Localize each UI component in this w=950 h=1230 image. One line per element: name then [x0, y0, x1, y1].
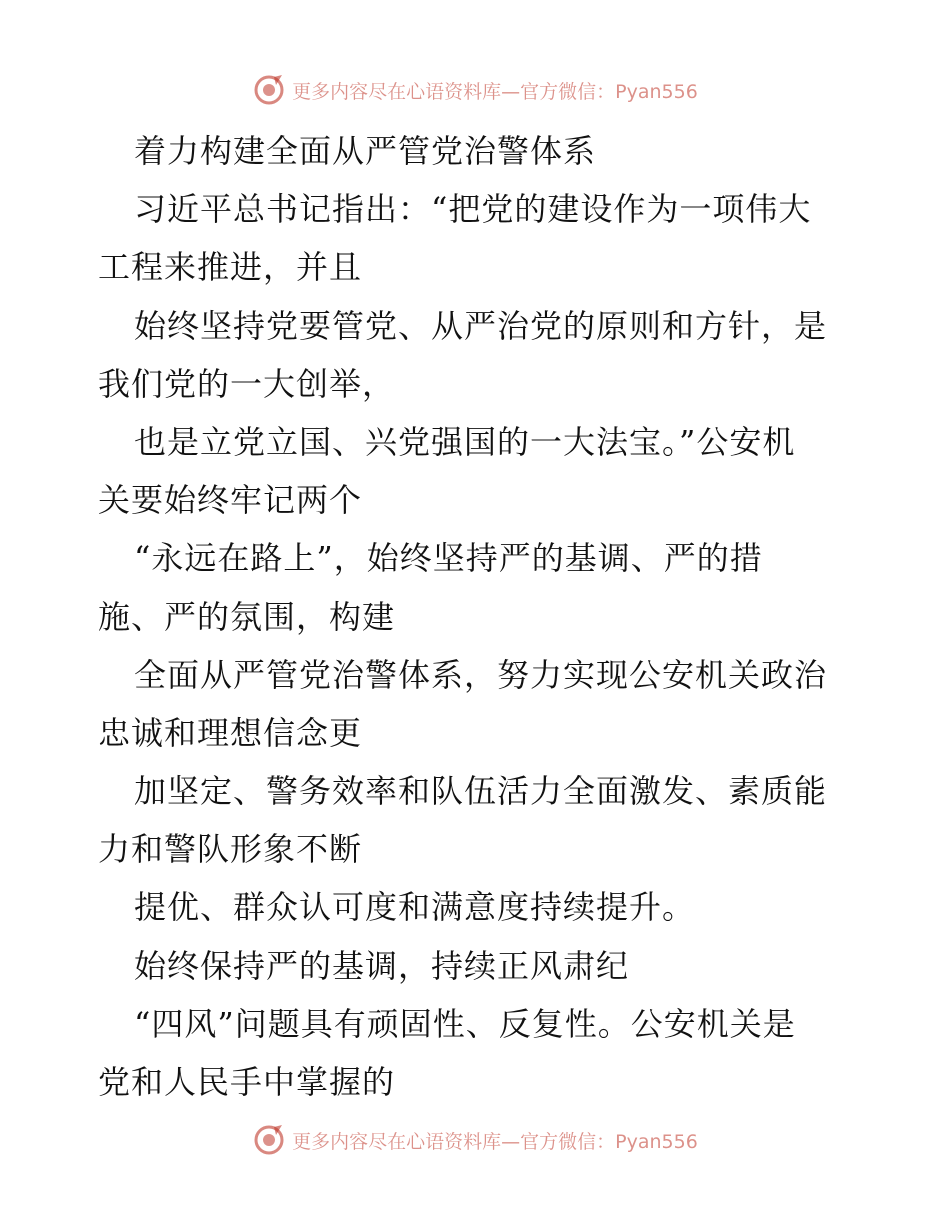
- doc-line: 始终保持严的基调，持续正风肃纪: [134, 946, 630, 985]
- doc-line: 忠诚和理想信念更: [98, 713, 363, 752]
- doc-line: 全面从严管党治警体系，努力实现公安机关政治: [134, 655, 828, 694]
- footer-watermark: [0, 1120, 950, 1160]
- watermark-text: 更多内容尽在心语资料库—官方微信：Pyan556: [292, 1130, 698, 1153]
- doc-line: 关要始终牢记两个: [98, 481, 363, 520]
- doc-line: 工程来推进，并且: [98, 248, 363, 287]
- doc-line: 加坚定、警务效率和队伍活力全面激发、素质能: [134, 772, 828, 811]
- doc-line: 始终坚持党要管党、从严治党的原则和方针，是: [134, 306, 828, 345]
- doc-line: 我们党的一大创举，: [98, 364, 396, 403]
- doc-line: 力和警队形象不断: [98, 830, 363, 869]
- document-body: [98, 122, 858, 1111]
- pen-logo-icon: [252, 73, 286, 107]
- doc-line: 着力构建全面从严管党治警体系: [134, 132, 597, 170]
- pen-logo-icon: [252, 1123, 286, 1157]
- watermark-text: 更多内容尽在心语资料库—官方微信：Pyan556: [292, 80, 698, 103]
- doc-line: 党和人民手中掌握的: [98, 1063, 396, 1101]
- doc-line: 也是立党立国、兴党强国的一大法宝。”公安机: [134, 422, 796, 461]
- header-watermark: [0, 70, 950, 110]
- doc-line: 习近平总书记指出：“把党的建设作为一项伟大: [134, 190, 812, 229]
- doc-line: “永远在路上”，始终坚持严的基调、严的措: [134, 539, 763, 578]
- doc-line: 提优、群众认可度和满意度持续提升。: [134, 888, 696, 927]
- doc-line: 施、严的氛围，构建: [98, 597, 396, 636]
- doc-line: “四风”问题具有顽固性、反复性。公安机关是: [134, 1004, 796, 1043]
